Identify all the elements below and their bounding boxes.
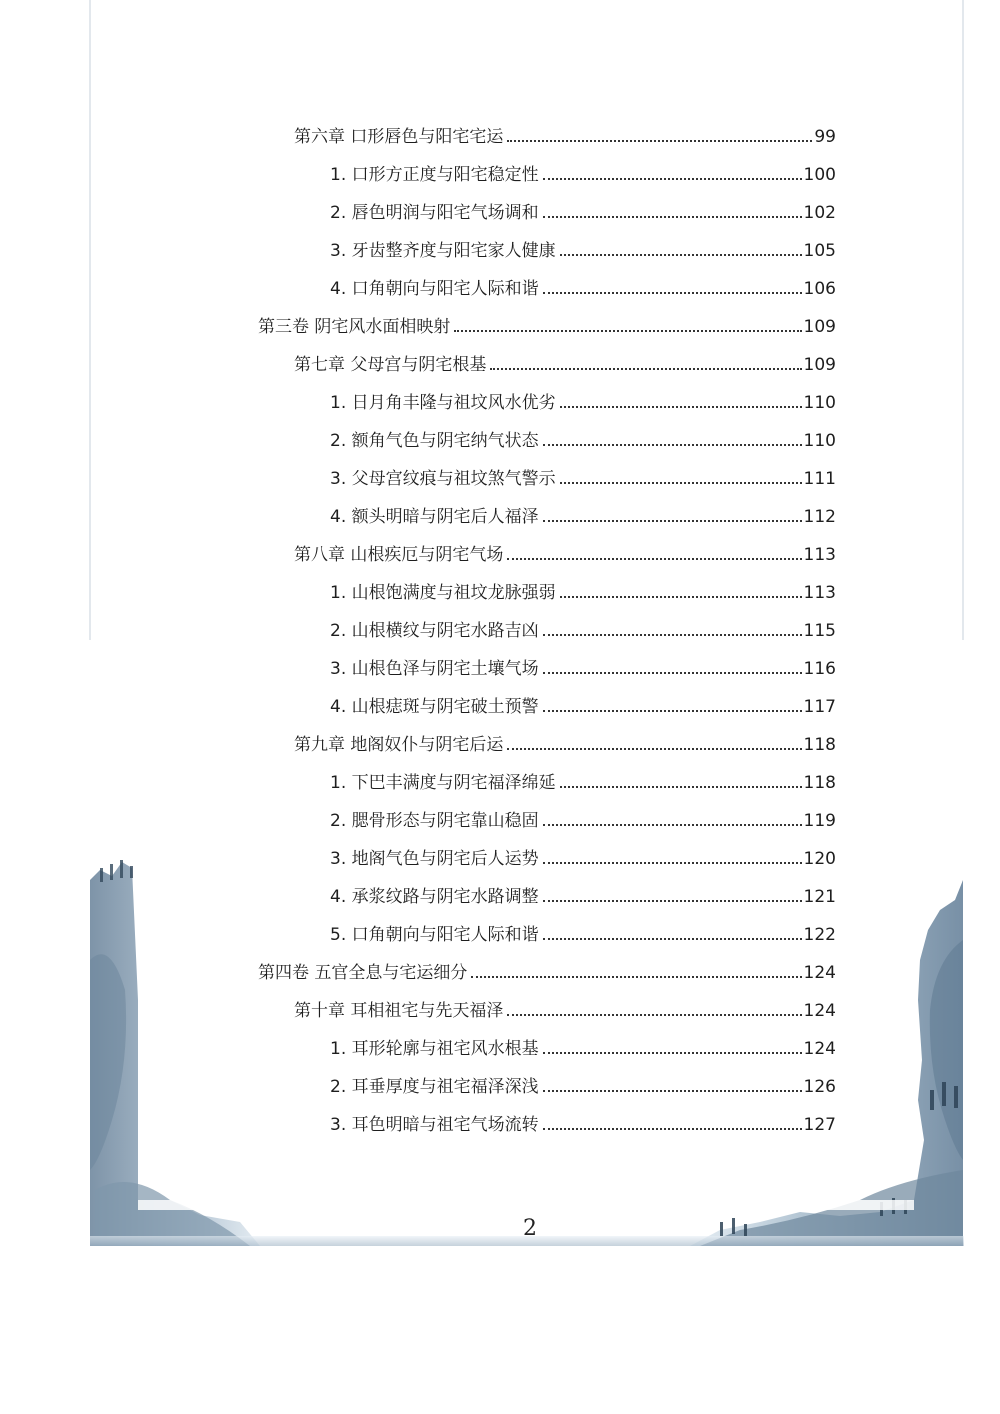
toc-entry-page: 113	[803, 545, 836, 565]
dot-leader	[543, 938, 802, 940]
toc-entry-section[interactable]	[330, 1028, 836, 1060]
toc-entry-section[interactable]	[330, 572, 836, 604]
toc-entry-page: 110	[803, 393, 836, 413]
toc-entry-section[interactable]	[330, 382, 836, 414]
toc-entry-label: 第六章 口形唇色与阳宅宅运	[294, 127, 504, 147]
toc-entry-label: 3. 耳色明暗与祖宅气场流转	[330, 1115, 539, 1135]
toc-entry-label: 4. 口角朝向与阳宅人际和谐	[330, 279, 539, 299]
dot-leader	[543, 900, 802, 902]
toc-entry-label: 5. 口角朝向与阳宅人际和谐	[330, 925, 539, 945]
toc-entry-chapter[interactable]	[294, 534, 836, 566]
toc-entry-label: 第三卷 阴宅风水面相映射	[258, 317, 451, 337]
dot-leader	[560, 596, 802, 598]
toc-entry-chapter[interactable]	[294, 344, 836, 376]
toc-entry-label: 3. 牙齿整齐度与阳宅家人健康	[330, 241, 556, 261]
toc-entry-page: 124	[803, 1039, 836, 1059]
toc-entry-section[interactable]	[330, 496, 836, 528]
toc-entry-page: 100	[803, 165, 836, 185]
toc-entry-label: 3. 父母宫纹痕与祖坟煞气警示	[330, 469, 556, 489]
dot-leader	[543, 1090, 802, 1092]
toc-entry-page: 115	[803, 621, 836, 641]
toc-entry-label: 2. 唇色明润与阳宅气场调和	[330, 203, 539, 223]
toc-entry-section[interactable]	[330, 230, 836, 262]
toc-entry-page: 121	[803, 887, 836, 907]
dot-leader	[560, 482, 802, 484]
toc-entry-label: 第九章 地阁奴仆与阴宅后运	[294, 735, 504, 755]
toc-entry-page: 118	[803, 735, 836, 755]
toc-entry-page: 110	[803, 431, 836, 451]
dot-leader	[543, 292, 802, 294]
toc-entry-page: 120	[803, 849, 836, 869]
dot-leader	[543, 1052, 802, 1054]
toc-entry-section[interactable]	[330, 838, 836, 870]
dot-leader	[543, 178, 802, 180]
toc-entry-page: 112	[803, 507, 836, 527]
toc-entry-chapter[interactable]	[294, 116, 836, 148]
toc-entry-section[interactable]	[330, 1066, 836, 1098]
toc-entry-label: 4. 山根痣斑与阴宅破土预警	[330, 697, 539, 717]
toc-entry-label: 2. 腮骨形态与阴宅靠山稳固	[330, 811, 539, 831]
toc-entry-label: 1. 日月角丰隆与祖坟风水优劣	[330, 393, 556, 413]
dot-leader	[507, 1014, 801, 1016]
toc-entry-section[interactable]	[330, 420, 836, 452]
toc-entry-page: 119	[803, 811, 836, 831]
toc-entry-label: 第四卷 五官全息与宅运细分	[258, 963, 468, 983]
toc-entry-section[interactable]	[330, 1104, 836, 1136]
dot-leader	[560, 406, 802, 408]
toc-entry-section[interactable]	[330, 154, 836, 186]
toc-entry-label: 第七章 父母宫与阴宅根基	[294, 355, 487, 375]
dot-leader	[543, 520, 802, 522]
toc-entry-label: 4. 承浆纹路与阴宅水路调整	[330, 887, 539, 907]
dot-leader	[507, 140, 812, 142]
dot-leader	[560, 786, 802, 788]
dot-leader	[543, 216, 802, 218]
toc-entry-label: 2. 山根横纹与阴宅水路吉凶	[330, 621, 539, 641]
toc-entry-page: 109	[803, 317, 836, 337]
toc-entry-volume[interactable]	[258, 306, 836, 338]
toc-entry-section[interactable]	[330, 610, 836, 642]
toc-entry-page: 99	[814, 127, 836, 147]
toc-entry-page: 102	[803, 203, 836, 223]
toc-entry-section[interactable]	[330, 648, 836, 680]
toc-entry-section[interactable]	[330, 458, 836, 490]
toc-entry-page: 124	[803, 1001, 836, 1021]
toc-entry-volume[interactable]	[258, 952, 836, 984]
toc-entry-label: 3. 山根色泽与阴宅土壤气场	[330, 659, 539, 679]
toc-entry-label: 4. 额头明暗与阴宅后人福泽	[330, 507, 539, 527]
toc-entry-page: 113	[803, 583, 836, 603]
toc-entry-page: 109	[803, 355, 836, 375]
toc-entry-section[interactable]	[330, 762, 836, 794]
toc-entry-label: 1. 山根饱满度与祖坟龙脉强弱	[330, 583, 556, 603]
toc-entry-label: 1. 口形方正度与阳宅稳定性	[330, 165, 539, 185]
toc-entry-section[interactable]	[330, 800, 836, 832]
dot-leader	[543, 824, 802, 826]
toc-entry-label: 2. 耳垂厚度与祖宅福泽深浅	[330, 1077, 539, 1097]
toc-entry-page: 116	[803, 659, 836, 679]
toc-entry-section[interactable]	[330, 914, 836, 946]
toc-entry-section[interactable]	[330, 686, 836, 718]
toc-entry-page: 124	[803, 963, 836, 983]
toc-entry-label: 3. 地阁气色与阴宅后人运势	[330, 849, 539, 869]
page-number: 2	[523, 1216, 537, 1241]
toc-entry-page: 127	[803, 1115, 836, 1135]
toc-entry-page: 111	[803, 469, 836, 489]
dot-leader	[471, 976, 801, 978]
dot-leader	[560, 254, 802, 256]
dot-leader	[507, 748, 801, 750]
toc-entry-label: 第十章 耳相祖宅与先天福泽	[294, 1001, 504, 1021]
toc-entry-page: 105	[803, 241, 836, 261]
toc-entry-chapter[interactable]	[294, 990, 836, 1022]
dot-leader	[507, 558, 801, 560]
dot-leader	[543, 672, 802, 674]
dot-leader	[454, 330, 801, 332]
toc-entry-page: 118	[803, 773, 836, 793]
dot-leader	[543, 862, 802, 864]
toc-entry-page: 122	[803, 925, 836, 945]
toc-entry-page: 117	[803, 697, 836, 717]
toc-entry-label: 1. 耳形轮廓与祖宅风水根基	[330, 1039, 539, 1059]
dot-leader	[543, 710, 802, 712]
toc-entry-section[interactable]	[330, 876, 836, 908]
toc-entry-label: 第八章 山根疾厄与阴宅气场	[294, 545, 504, 565]
dot-leader	[543, 1128, 802, 1130]
dot-leader	[543, 634, 802, 636]
dot-leader	[543, 444, 802, 446]
toc-entry-page: 126	[803, 1077, 836, 1097]
toc-entry-section[interactable]	[330, 268, 836, 300]
toc-entry-section[interactable]	[330, 192, 836, 224]
dot-leader	[490, 368, 801, 370]
toc-entry-chapter[interactable]	[294, 724, 836, 756]
toc-entry-page: 106	[803, 279, 836, 299]
toc-entry-label: 2. 额角气色与阴宅纳气状态	[330, 431, 539, 451]
toc-entry-label: 1. 下巴丰满度与阴宅福泽绵延	[330, 773, 556, 793]
